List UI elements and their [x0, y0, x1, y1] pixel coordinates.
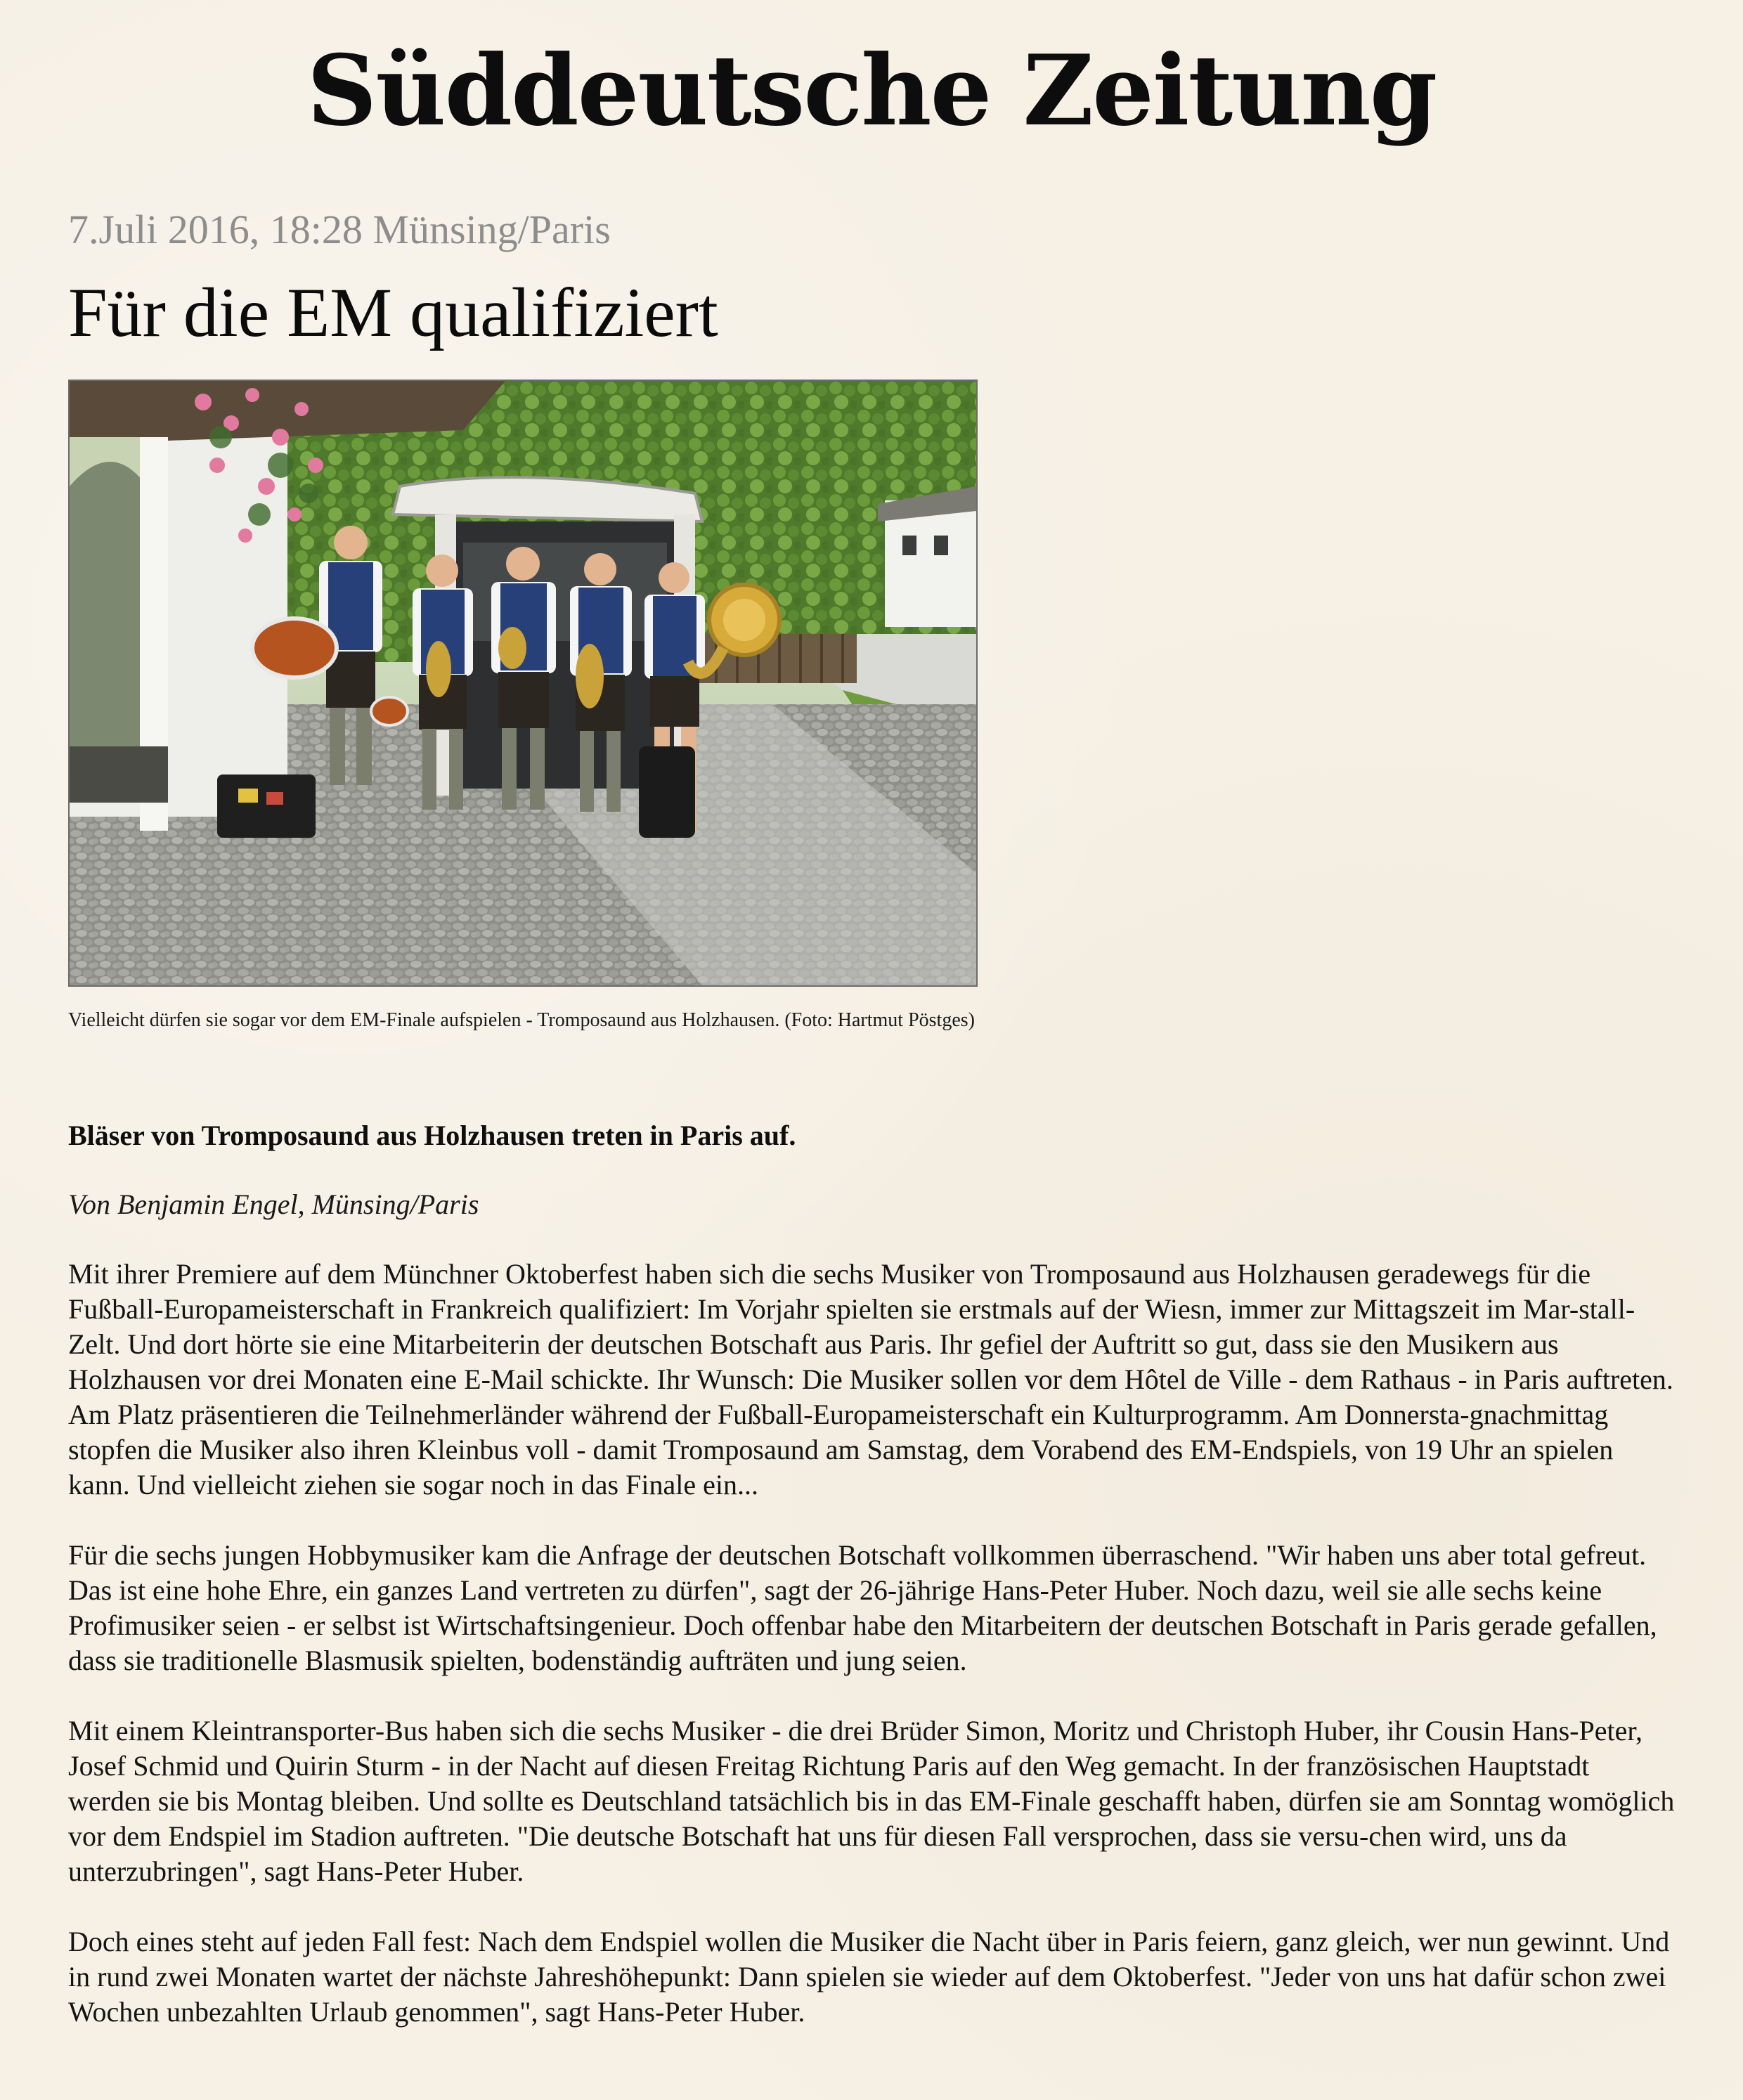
article-byline: Von Benjamin Engel, Münsing/Paris — [68, 1188, 479, 1220]
article-body — [68, 1257, 1678, 2065]
band-photo-illustration — [70, 381, 976, 985]
paragraph-3: Mit einem Kleintransporter-Bus haben sich die sechs Musiker - die drei Brüder Simon, Moritz und Christoph Huber, ihr Cousin Hans-Peter, Josef Schmid und Quirin Sturm - in der Nacht auf diesen Freitag Richtung Paris auf den Weg gemacht. In der französischen Hauptstadt werden sie bis Montag bleiben. Und sollte es Deutschland tatsächlich bis in das EM-Finale geschafft haben, dürfen sie am Sonntag womöglich vor dem Endspiel im Stadion auftreten. "Die deutsche Botschaft hat uns für diesen Fall versprochen, dass sie versu-chen wird, uns da unterzubringen", sagt Hans-Peter Huber. — [68, 1715, 1675, 1887]
paragraph-1: Mit ihrer Premiere auf dem Münchner Oktoberfest haben sich die sechs Musiker von Tromposaund aus Holzhausen geradewegs für die Fußball-Europameisterschaft in Frankreich qualifiziert: Im Vorjahr spielten sie erstmals auf der Wiesn, immer zur Mittagszeit im Mar-stall-Zelt. Und dort hörte sie eine Mitarbeiterin der deutschen Botschaft aus Paris. Ihr gefiel der Auftritt so gut, dass sie den Musikern aus Holzhausen vor drei Monaten eine E-Mail schickte. Ihr Wunsch: Die Musiker sollen vor dem Hôtel de Ville - dem Rathaus - in Paris auftreten. Am Platz präsentieren die Teilnehmerländer während der Fußball-Europameisterschaft ein Kulturprogramm. Am Donnersta-gnachmittag stopfen die Musiker also ihren Kleinbus voll - damit Tromposaund am Samstag, dem Vorabend des EM-Endspiels, von 19 Uhr an spielen kann. Und vielleicht ziehen sie sogar noch in das Finale ein... — [68, 1258, 1673, 1501]
paragraph-4: Doch eines steht auf jeden Fall fest: Nach dem Endspiel wollen die Musiker die Nacht über in Paris feiern, ganz gleich, wer nun gewinnt. Und in rund zwei Monaten wartet der nächste Jahreshöhepunkt: Dann spielen sie wieder auf dem Oktoberfest. "Jeder von uns hat dafür schon zwei Wochen unbezahlten Urlaub genommen", sagt Hans-Peter Huber. — [68, 1926, 1670, 2028]
article-photo — [68, 380, 978, 987]
article-dateline: 7.Juli 2016, 18:28 Münsing/Paris — [68, 207, 611, 252]
photo-caption: Vielleicht dürfen sie sogar vor dem EM-Finale aufspielen - Tromposaund aus Holzhausen. (Foto: Hartmut Pöstges) — [68, 1009, 975, 1031]
masthead-logo: Süddeutsche Zeitung — [306, 33, 1437, 148]
paragraph-2: Für die sechs jungen Hobbymusiker kam die Anfrage der deutschen Botschaft vollkommen überraschend. "Wir haben uns aber total gefreut. Das ist eine hohe Ehre, ein ganzes Land vertreten zu dürfen", sagt der 26-jährige Hans-Peter Huber. Noch dazu, weil sie alle sechs keine Profimusiker seien - er selbst ist Wirtschaftsingenieur. Doch offenbar habe den Mitarbeitern der deutschen Botschaft in Paris gerade gefallen, dass sie traditionelle Blasmusik spielten, bodenständig aufträten und jung seien. — [68, 1539, 1657, 1676]
article-lead: Bläser von Tromposaund aus Holzhausen treten in Paris auf. — [68, 1120, 796, 1151]
article-headline: Für die EM qualifiziert — [68, 273, 718, 351]
